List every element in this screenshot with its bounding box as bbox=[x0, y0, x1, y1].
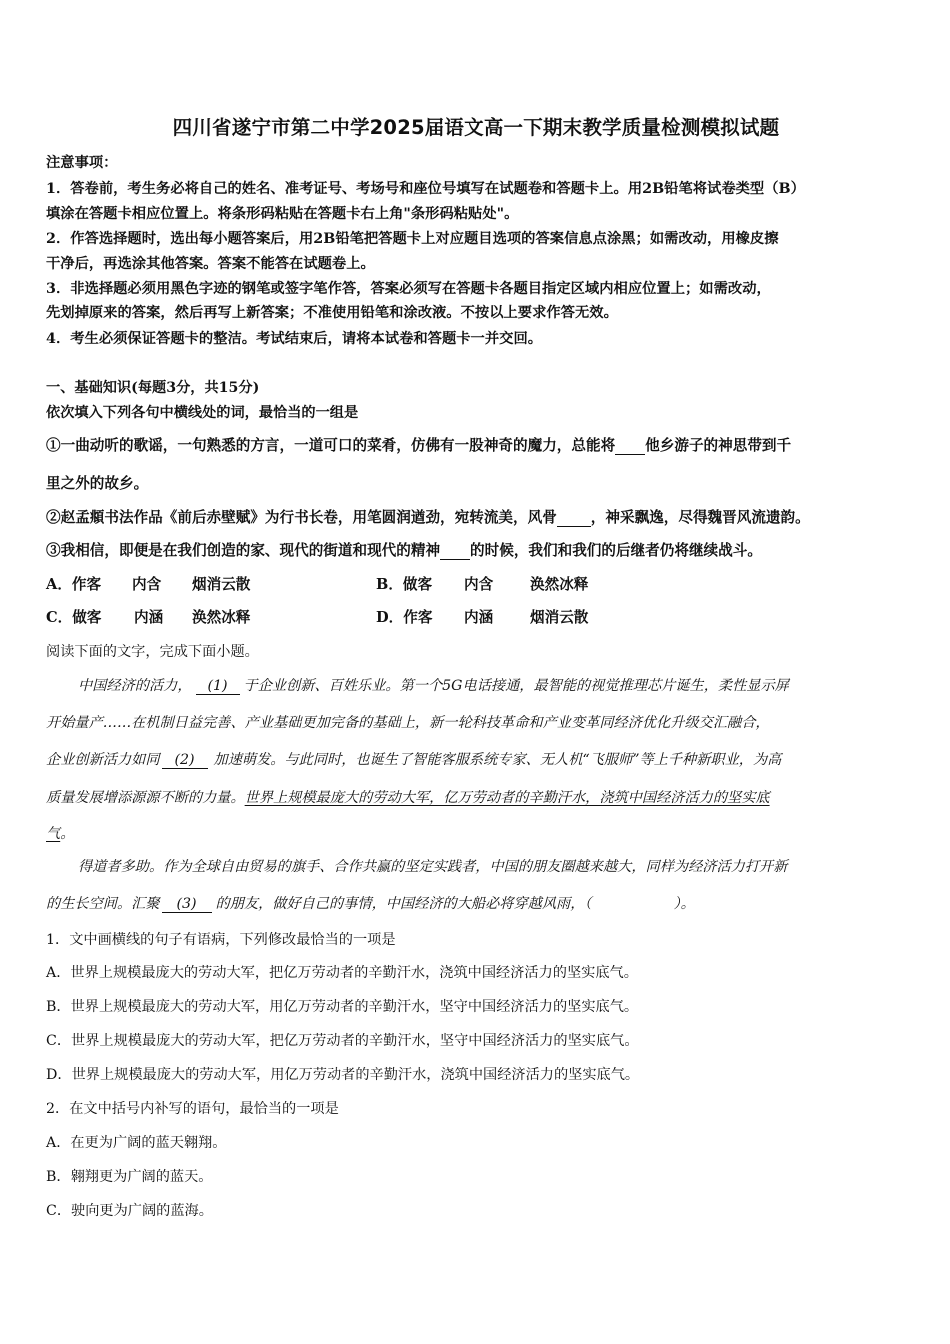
passage-text: 。 bbox=[60, 826, 75, 842]
passage-blank-1: (1) bbox=[196, 678, 240, 695]
question-2-option-a: A．在更为广阔的蓝天翱翔。 bbox=[46, 1135, 227, 1151]
question-1-option-c: C．世界上规模最庞大的劳动大军，把亿万劳动者的辛勤汗水，坚守中国经济活力的坚实底气。 bbox=[46, 1033, 639, 1049]
question-stem: 依次填入下列各句中横线处的词，最恰当的一组是 bbox=[46, 405, 359, 421]
sentence-3 bbox=[46, 539, 762, 560]
passage-line bbox=[46, 787, 770, 807]
notice-heading: 注意事项： bbox=[46, 155, 118, 171]
underlined-sentence-end: 气 bbox=[46, 826, 61, 842]
notice-line: 2．作答选择题时，选出每小题答案后，用2B铅笔把答题卡上对应题目选项的答案信息点涂黑；如需改动，用橡皮擦 bbox=[46, 231, 779, 247]
passage-text: 中国经济的活力， bbox=[78, 678, 192, 694]
option-d-word-3: 烟消云散 bbox=[530, 609, 589, 626]
question-1-stem: 1．文中画横线的句子有语病，下列修改最恰当的一项是 bbox=[46, 932, 396, 948]
option-d-word-2: 内涵 bbox=[464, 609, 494, 626]
passage-text: 加速萌发。与此同时，也诞生了智能客服系统专家、无人机“飞服师”等上千种新职业，为高 bbox=[213, 752, 782, 768]
sentence-3-part-a: ③我相信，即便是在我们创造的家、现代的街道和现代的精神 bbox=[46, 542, 441, 559]
section-heading: 一、基础知识(每题3分，共15分) bbox=[46, 380, 260, 396]
sentence-1-part-a: ①一曲动听的歌谣，一句熟悉的方言，一道可口的菜肴，仿佛有一股神奇的魔力，总能将 bbox=[46, 437, 616, 454]
option-a-word-2: 内含 bbox=[132, 576, 162, 593]
notice-line: 干净后，再选涂其他答案。答案不能答在试题卷上。 bbox=[46, 256, 375, 272]
passage-blank-3: (3) bbox=[162, 896, 212, 913]
question-1-option-a: A．世界上规模最庞大的劳动大军，把亿万劳动者的辛勤汗水，浇筑中国经济活力的坚实底气。 bbox=[46, 965, 638, 981]
option-a-word-1: A．作客 bbox=[46, 576, 102, 593]
notice-line: 1．答卷前，考生务必将自己的姓名、准考证号、考场号和座位号填写在试题卷和答题卡上。用2B铅笔将试卷类型（B） bbox=[46, 181, 805, 197]
option-c bbox=[46, 606, 250, 627]
notice-line: 3．非选择题必须用黑色字迹的钢笔或签字笔作答，答案必须写在答题卡各题目指定区域内相应位置上；如需改动， bbox=[46, 281, 771, 297]
option-d bbox=[376, 606, 588, 627]
sentence-1 bbox=[46, 434, 791, 455]
sentence-1-part-b: 他乡游子的神思带到千 bbox=[645, 437, 792, 454]
option-c-word-3: 涣然冰释 bbox=[192, 609, 251, 626]
option-a-word-3: 烟消云散 bbox=[192, 576, 251, 593]
notice-line: 填涂在答题卡相应位置上。将条形码粘贴在答题卡右上角"条形码粘贴处"。 bbox=[46, 206, 519, 222]
passage-line bbox=[46, 749, 781, 769]
passage-line bbox=[78, 675, 789, 695]
option-b-word-2: 内含 bbox=[464, 576, 494, 593]
passage-line: 得道者多助。作为全球自由贸易的旗手、合作共赢的坚定实践者，中国的朋友圈越来越大，同样为经济活力打开新 bbox=[78, 859, 788, 875]
sentence-3-part-b: 的时候，我们和我们的后继者仍将继续战斗。 bbox=[470, 542, 762, 559]
passage-text: 质量发展增添源源不断的力量。 bbox=[46, 790, 245, 806]
option-a bbox=[46, 573, 250, 594]
passage-line: 开始量产……在机制日益完善、产业基础更加完备的基础上，新一轮科技革命和产业变革同经济优化升级交汇融合， bbox=[46, 715, 770, 731]
passage-text: 的生长空间。汇聚 bbox=[46, 896, 160, 912]
sentence-1-continued: 里之外的故乡。 bbox=[46, 475, 149, 492]
passage-text: 于企业创新、百姓乐业。第一个5G电话接通，最智能的视觉推理芯片诞生，柔性显示屏 bbox=[243, 678, 789, 694]
question-2-option-c: C．驶向更为广阔的蓝海。 bbox=[46, 1203, 213, 1219]
sentence-2 bbox=[46, 506, 810, 527]
fill-blank bbox=[440, 542, 470, 560]
option-b-word-1: B．做客 bbox=[376, 576, 433, 593]
question-1-option-b: B．世界上规模最庞大的劳动大军，用亿万劳动者的辛勤汗水，坚守中国经济活力的坚实底气。 bbox=[46, 999, 639, 1015]
passage-text: 的朋友，做好自己的事情，中国经济的大船必将穿越风雨，（ bbox=[215, 896, 592, 912]
question-2-option-b: B．翱翔更为广阔的蓝天。 bbox=[46, 1169, 213, 1185]
notice-line: 先划掉原来的答案，然后再写上新答案；不准使用铅笔和涂改液。不按以上要求作答无效。 bbox=[46, 305, 618, 321]
question-2-stem: 2．在文中括号内补写的语句，最恰当的一项是 bbox=[46, 1101, 339, 1117]
fill-blank bbox=[557, 509, 591, 527]
passage-line bbox=[46, 893, 695, 913]
question-1-option-d: D．世界上规模最庞大的劳动大军，用亿万劳动者的辛勤汗水，浇筑中国经济活力的坚实底气。 bbox=[46, 1067, 640, 1083]
notice-line: 4．考生必须保证答题卡的整洁。考试结束后，请将本试卷和答题卡一并交回。 bbox=[46, 331, 543, 347]
option-b-word-3: 涣然冰释 bbox=[530, 576, 589, 593]
passage-line bbox=[46, 823, 74, 843]
sentence-2-part-a: ②赵孟頫书法作品《前后赤壁赋》为行书长卷，用笔圆润遒劲，宛转流美，风骨 bbox=[46, 509, 557, 526]
fill-blank bbox=[615, 437, 645, 455]
option-c-word-1: C．做客 bbox=[46, 609, 102, 626]
option-c-word-2: 内涵 bbox=[134, 609, 164, 626]
option-b bbox=[376, 573, 588, 594]
passage-text: 企业创新活力如同 bbox=[46, 752, 160, 768]
sentence-2-part-b: ，神采飘逸，尽得魏晋风流遗韵。 bbox=[590, 509, 810, 526]
page-title: 四川省遂宁市第二中学2025届语文高一下期末教学质量检测模拟试题 bbox=[172, 116, 780, 139]
option-d-word-1: D．作客 bbox=[376, 609, 433, 626]
underlined-sentence: 世界上规模最庞大的劳动大军，亿万劳动者的辛勤汗水，浇筑中国经济活力的坚实底 bbox=[244, 790, 770, 806]
reading-intro: 阅读下面的文字，完成下面小题。 bbox=[46, 644, 259, 660]
passage-text: ）。 bbox=[673, 896, 695, 912]
passage-blank-2: (2) bbox=[162, 752, 208, 769]
